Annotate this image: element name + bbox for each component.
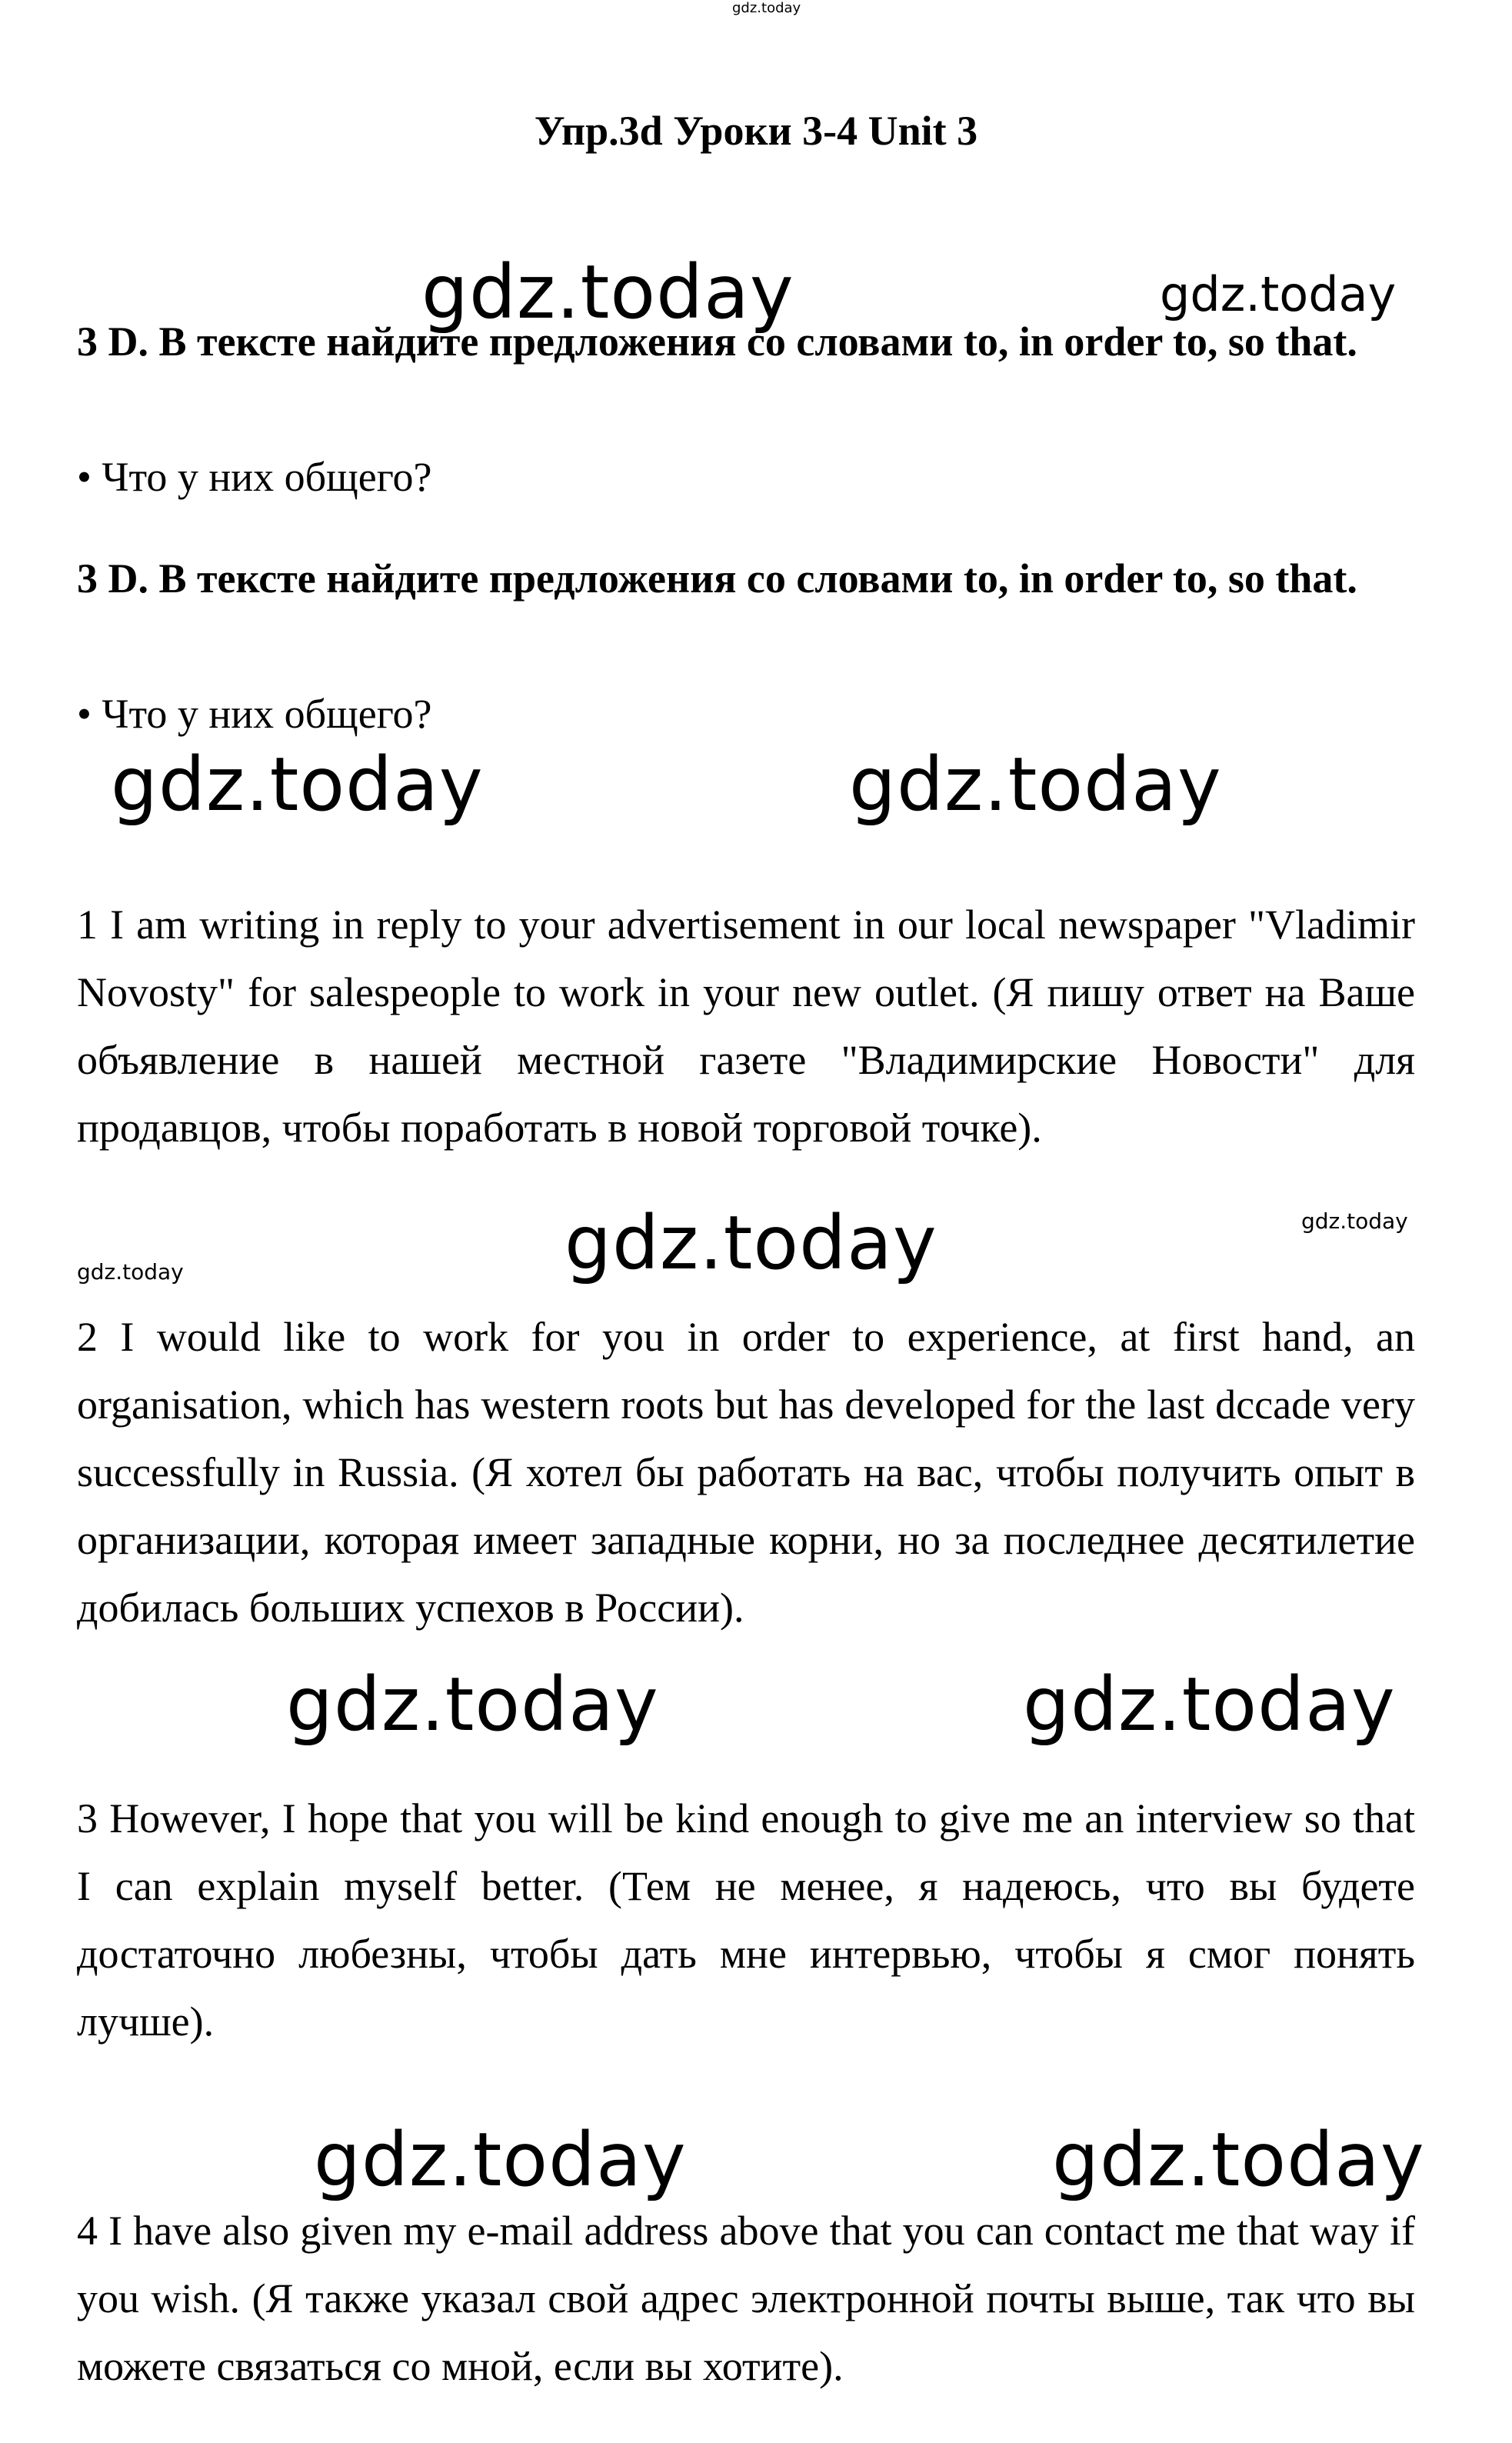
task-heading-1 xyxy=(77,308,1415,375)
watermark: gdz.today xyxy=(849,742,1222,828)
watermark: gdz.today xyxy=(1023,1661,1396,1748)
watermark: gdz.today xyxy=(1160,266,1397,322)
watermark: gdz.today xyxy=(421,249,794,335)
watermark: gdz.today xyxy=(286,1661,659,1748)
watermark: gdz.today xyxy=(77,1259,184,1285)
answer-text: 3 However, I hope that you will be kind enough to give me an interview so that I can explain myself better. (Тем не менее, я надеюсь, что вы будете достаточно любезны, чтобы дать мне интервью, чтобы я смог понять лучше). xyxy=(77,1795,1415,2045)
watermark: gdz.today xyxy=(1052,2117,1425,2203)
task-question-2 xyxy=(77,680,1415,748)
watermark: gdz.today xyxy=(1301,1208,1408,1234)
answer-paragraph-3 xyxy=(77,1785,1415,2055)
task-question-1 xyxy=(77,443,1415,511)
answer-text: 4 I have also given my e-mail address above that you can contact me that way if you wish. (Я также указал свой адрес электронной почты выше, так что вы можете связаться со мной, если вы хотите). xyxy=(77,2208,1415,2389)
watermark: gdz.today xyxy=(314,2117,687,2203)
answer-paragraph-1 xyxy=(77,891,1415,1162)
task-heading-text: 3 D. В тексте найдите предложения со словами to, in order to, so that. xyxy=(77,555,1357,602)
watermark: gdz.today xyxy=(111,742,484,828)
task-question-text: • Что у них общего? xyxy=(77,454,432,500)
answer-paragraph-4 xyxy=(77,2197,1415,2400)
task-question-text: • Что у них общего? xyxy=(77,691,432,737)
watermark: gdz.today xyxy=(565,1200,938,1286)
task-heading-text: 3 D. В тексте найдите предложения со словами to, in order to, so that. xyxy=(77,318,1357,365)
watermark-top: gdz.today xyxy=(732,0,801,16)
answer-paragraph-2 xyxy=(77,1303,1415,1641)
answer-text: 1 I am writing in reply to your advertisement in our local newspaper "Vladimir Novosty" for salespeople to work in your new outlet. (Я пишу ответ на Ваше объявление в нашей местной газете "Владимирские Новости" для продавцов, чтобы поработать в новой торговой точке). xyxy=(77,902,1415,1151)
page-title: Упр.3d Уроки 3-4 Unit 3 xyxy=(534,108,978,154)
answer-text: 2 I would like to work for you in order to experience, at first hand, an organisation, which has western roots but has developed for the last dccade very successfully in Russia. (Я хотел бы работать на вас, чтобы получить опыт в организации, которая имеет западные корни, но за последнее десятилетие добилась больших успехов в России). xyxy=(77,1314,1415,1631)
task-heading-2 xyxy=(77,545,1415,612)
